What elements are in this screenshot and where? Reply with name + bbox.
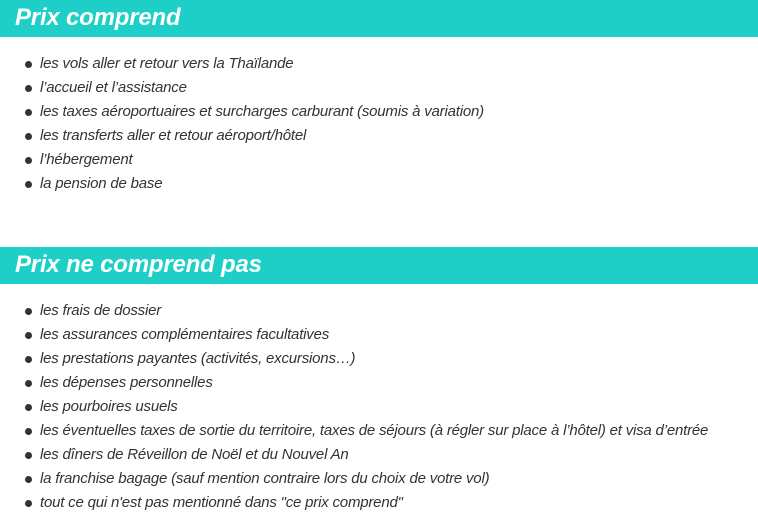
list-item-text: tout ce qui n'est pas mentionné dans "ce prix comprend" — [40, 494, 403, 511]
list-item — [0, 54, 484, 78]
bullet-icon — [25, 133, 32, 140]
list-item — [0, 469, 708, 493]
bullet-icon — [25, 61, 32, 68]
bullet-icon — [25, 157, 32, 164]
list-item-text: les assurances complémentaires facultatives — [40, 326, 330, 343]
bullet-icon — [25, 404, 32, 411]
list-item — [0, 397, 708, 421]
list-item-text: les vols aller et retour vers la Thaïlande — [40, 55, 294, 72]
list-item-text: l’accueil et l’assistance — [40, 79, 187, 96]
list-item — [0, 421, 708, 445]
list-item-text: la pension de base — [40, 175, 163, 192]
included-list — [0, 54, 484, 198]
list-item-text: les pourboires usuels — [40, 398, 178, 415]
list-item-text: les taxes aéroportuaires et surcharges carburant (soumis à variation) — [40, 103, 484, 120]
included-header — [0, 0, 758, 37]
bullet-icon — [25, 308, 32, 315]
list-item — [0, 126, 484, 150]
included-title: Prix comprend — [15, 4, 181, 31]
bullet-icon — [25, 452, 32, 459]
list-item-text: la franchise bagage (sauf mention contraire lors du choix de votre vol) — [40, 470, 490, 487]
list-item — [0, 174, 484, 198]
list-item — [0, 373, 708, 397]
excluded-section — [0, 247, 758, 511]
bullet-icon — [25, 85, 32, 92]
bullet-icon — [25, 428, 32, 435]
included-section — [0, 0, 758, 192]
list-item-text: les frais de dossier — [40, 302, 162, 319]
bullet-icon — [25, 500, 32, 507]
list-item — [0, 325, 708, 349]
list-item — [0, 78, 484, 102]
list-item — [0, 301, 708, 325]
bullet-icon — [25, 109, 32, 116]
list-item — [0, 150, 484, 174]
bullet-icon — [25, 476, 32, 483]
bullet-icon — [25, 356, 32, 363]
list-item — [0, 102, 484, 126]
list-item — [0, 349, 708, 373]
list-item-text: l’hébergement — [40, 151, 133, 168]
bullet-icon — [25, 181, 32, 188]
list-item-text: les dîners de Réveillon de Noël et du Nouvel An — [40, 446, 349, 463]
bullet-icon — [25, 380, 32, 387]
bullet-icon — [25, 332, 32, 339]
list-item-text: les éventuelles taxes de sortie du territoire, taxes de séjours (à régler sur place à l’hôtel) et visa d’entrée — [40, 422, 709, 439]
excluded-list — [0, 301, 708, 517]
excluded-header — [0, 247, 758, 284]
excluded-title: Prix ne comprend pas — [15, 251, 262, 278]
list-item — [0, 493, 708, 517]
list-item-text: les transferts aller et retour aéroport/hôtel — [40, 127, 307, 144]
list-item — [0, 445, 708, 469]
list-item-text: les prestations payantes (activités, excursions…) — [40, 350, 356, 367]
list-item-text: les dépenses personnelles — [40, 374, 213, 391]
